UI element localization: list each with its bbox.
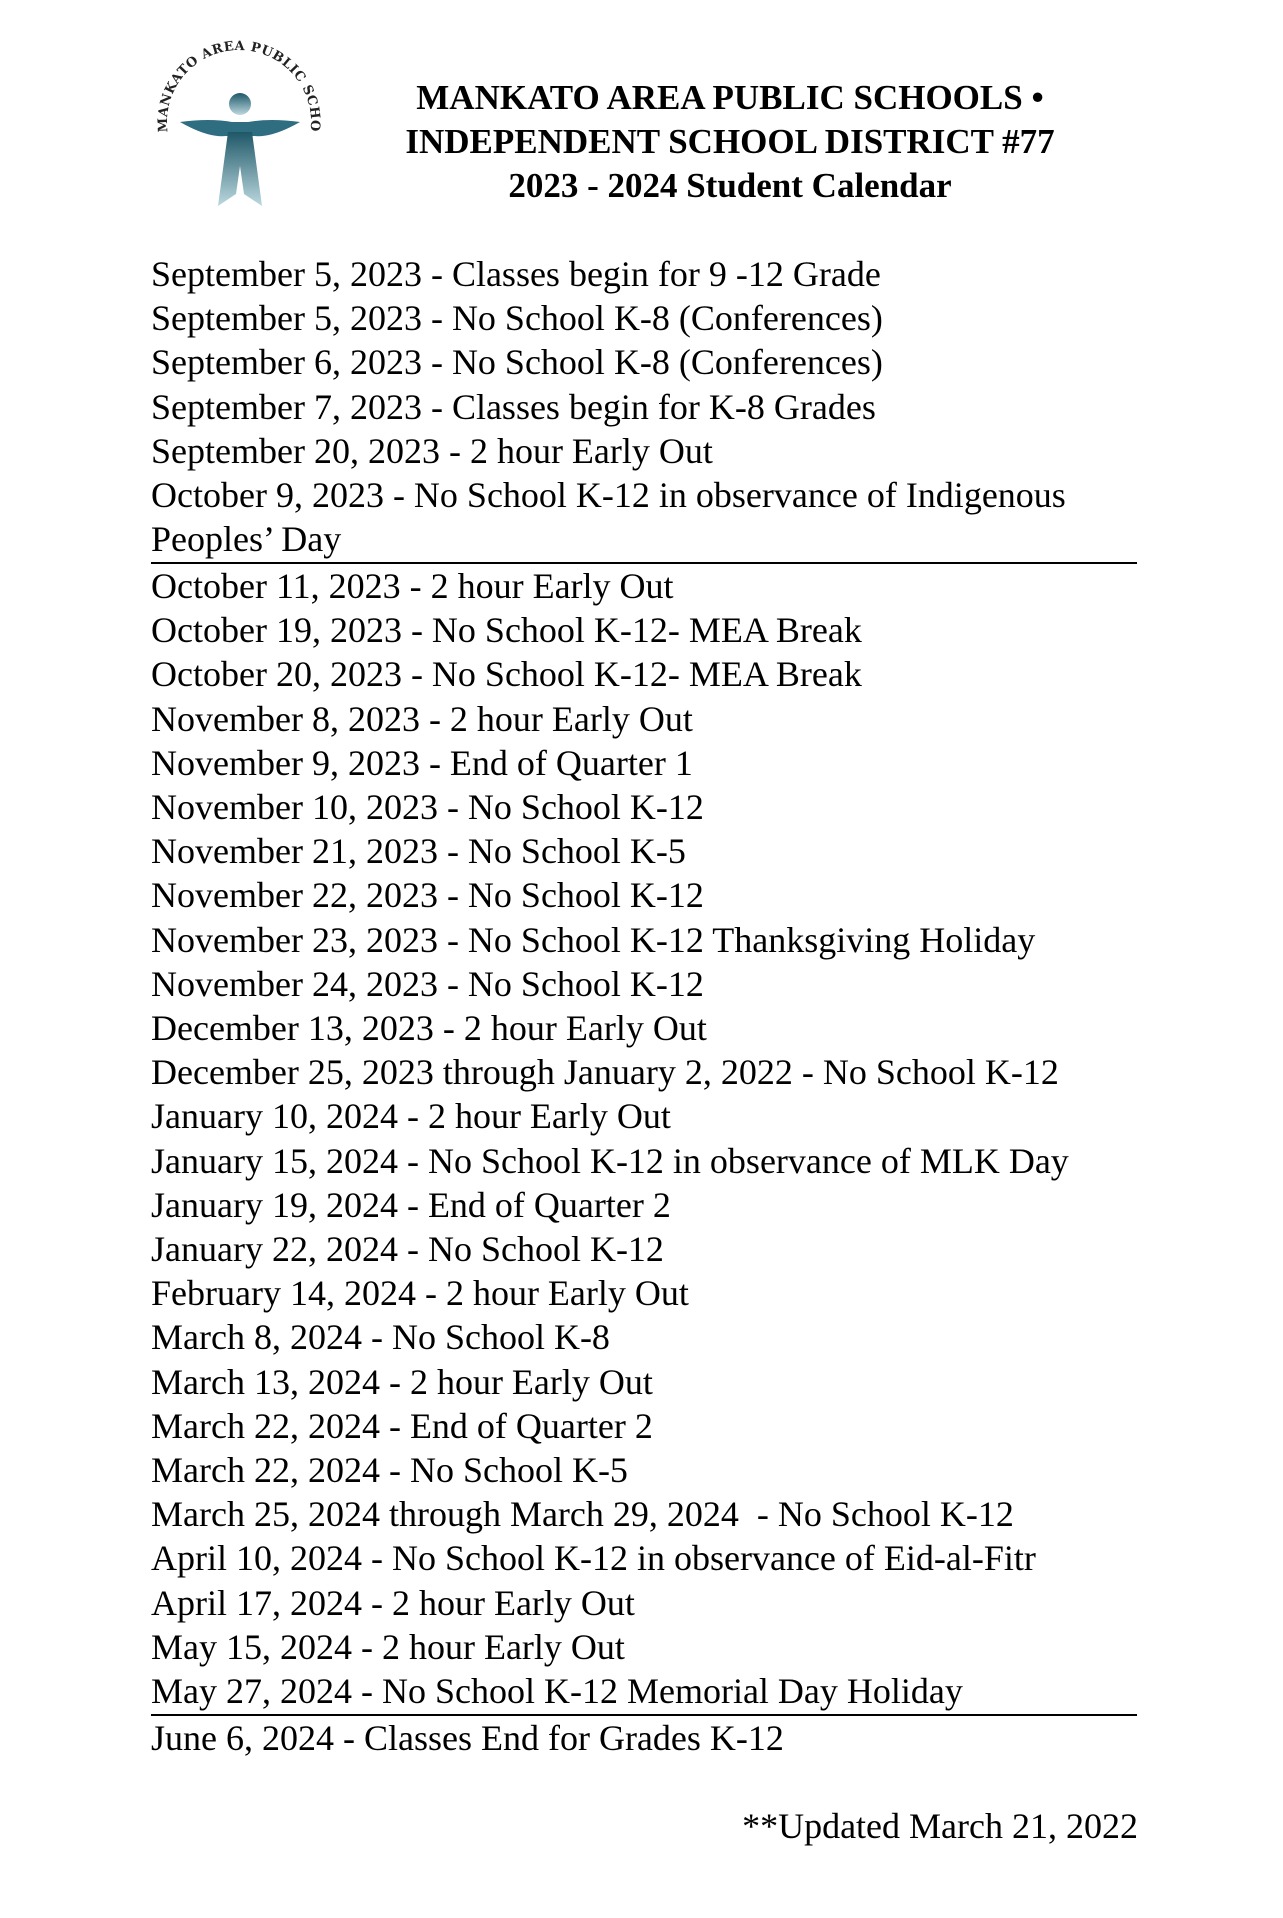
event-list bbox=[151, 252, 1137, 1760]
list-item: November 9, 2023 - End of Quarter 1 bbox=[151, 742, 693, 783]
list-item: September 5, 2023 - No School K-8 (Conferences) bbox=[151, 298, 883, 339]
list-item: May 15, 2024 - 2 hour Early Out bbox=[151, 1626, 625, 1667]
list-item: November 21, 2023 - No School K-5 bbox=[151, 831, 686, 872]
list-item: November 22, 2023 - No School K-12 bbox=[151, 875, 704, 916]
updated-note: **Updated March 21, 2022 bbox=[742, 1806, 1138, 1846]
calendar-header bbox=[340, 76, 1120, 208]
district-figure-logo bbox=[150, 26, 330, 210]
list-item: October 9, 2023 - No School K-12 in observance of Indigenous Peoples’ Day bbox=[151, 473, 1137, 564]
list-item: September 6, 2023 - No School K-8 (Conferences) bbox=[151, 342, 883, 383]
list-item: September 5, 2023 - Classes begin for 9 -12 Grade bbox=[151, 254, 881, 294]
list-item: June 6, 2024 - Classes End for Grades K-12 bbox=[151, 1718, 784, 1759]
list-item: November 24, 2023 - No School K-12 bbox=[151, 963, 704, 1004]
list-item: March 8, 2024 - No School K-8 bbox=[151, 1317, 610, 1358]
list-item: March 22, 2024 - No School K-5 bbox=[151, 1450, 628, 1491]
list-item: April 10, 2024 - No School K-12 in observance of Eid-al-Fitr bbox=[151, 1538, 1036, 1579]
list-item: January 22, 2024 - No School K-12 bbox=[151, 1229, 664, 1270]
logo-arc-text: MANKATO AREA PUBLIC SCHO bbox=[155, 38, 323, 133]
list-item: November 10, 2023 - No School K-12 bbox=[151, 787, 704, 828]
list-item: November 23, 2023 - No School K-12 Thanksgiving Holiday bbox=[151, 919, 1036, 960]
list-item: March 25, 2024 through March 29, 2024 - No School K-12 bbox=[151, 1494, 1014, 1535]
list-item: May 27, 2024 - No School K-12 Memorial Day Holiday bbox=[151, 1669, 1137, 1716]
calendar-title: 2023 - 2024 Student Calendar bbox=[508, 166, 952, 205]
list-item: January 19, 2024 - End of Quarter 2 bbox=[151, 1184, 671, 1225]
list-item: February 14, 2024 - 2 hour Early Out bbox=[151, 1273, 689, 1314]
list-item: October 11, 2023 - 2 hour Early Out bbox=[151, 566, 674, 607]
list-item: November 8, 2023 - 2 hour Early Out bbox=[151, 698, 693, 739]
list-item: January 10, 2024 - 2 hour Early Out bbox=[151, 1096, 671, 1137]
list-item: December 25, 2023 through January 2, 2022 - No School K-12 bbox=[151, 1052, 1059, 1093]
list-item: April 17, 2024 - 2 hour Early Out bbox=[151, 1582, 635, 1623]
list-item: September 7, 2023 - Classes begin for K-8 Grades bbox=[151, 386, 876, 427]
logo-figure-head bbox=[229, 93, 251, 115]
district-logo bbox=[150, 26, 330, 210]
list-item: March 22, 2024 - End of Quarter 2 bbox=[151, 1405, 653, 1446]
district-number-line: INDEPENDENT SCHOOL DISTRICT #77 bbox=[405, 122, 1055, 161]
logo-figure-body bbox=[218, 132, 262, 206]
list-item: January 15, 2024 - No School K-12 in observance of MLK Day bbox=[151, 1140, 1069, 1181]
svg-text:MANKATO AREA PUBLIC SCHOOLS bbox=[150, 26, 322, 133]
list-item: October 19, 2023 - No School K-12- MEA Break bbox=[151, 610, 862, 651]
list-item: September 20, 2023 - 2 hour Early Out bbox=[151, 430, 713, 471]
list-item: December 13, 2023 - 2 hour Early Out bbox=[151, 1008, 707, 1049]
district-name-line: MANKATO AREA PUBLIC SCHOOLS • bbox=[416, 78, 1044, 117]
list-item: October 20, 2023 - No School K-12- MEA Break bbox=[151, 654, 862, 695]
list-item: March 13, 2024 - 2 hour Early Out bbox=[151, 1361, 653, 1402]
